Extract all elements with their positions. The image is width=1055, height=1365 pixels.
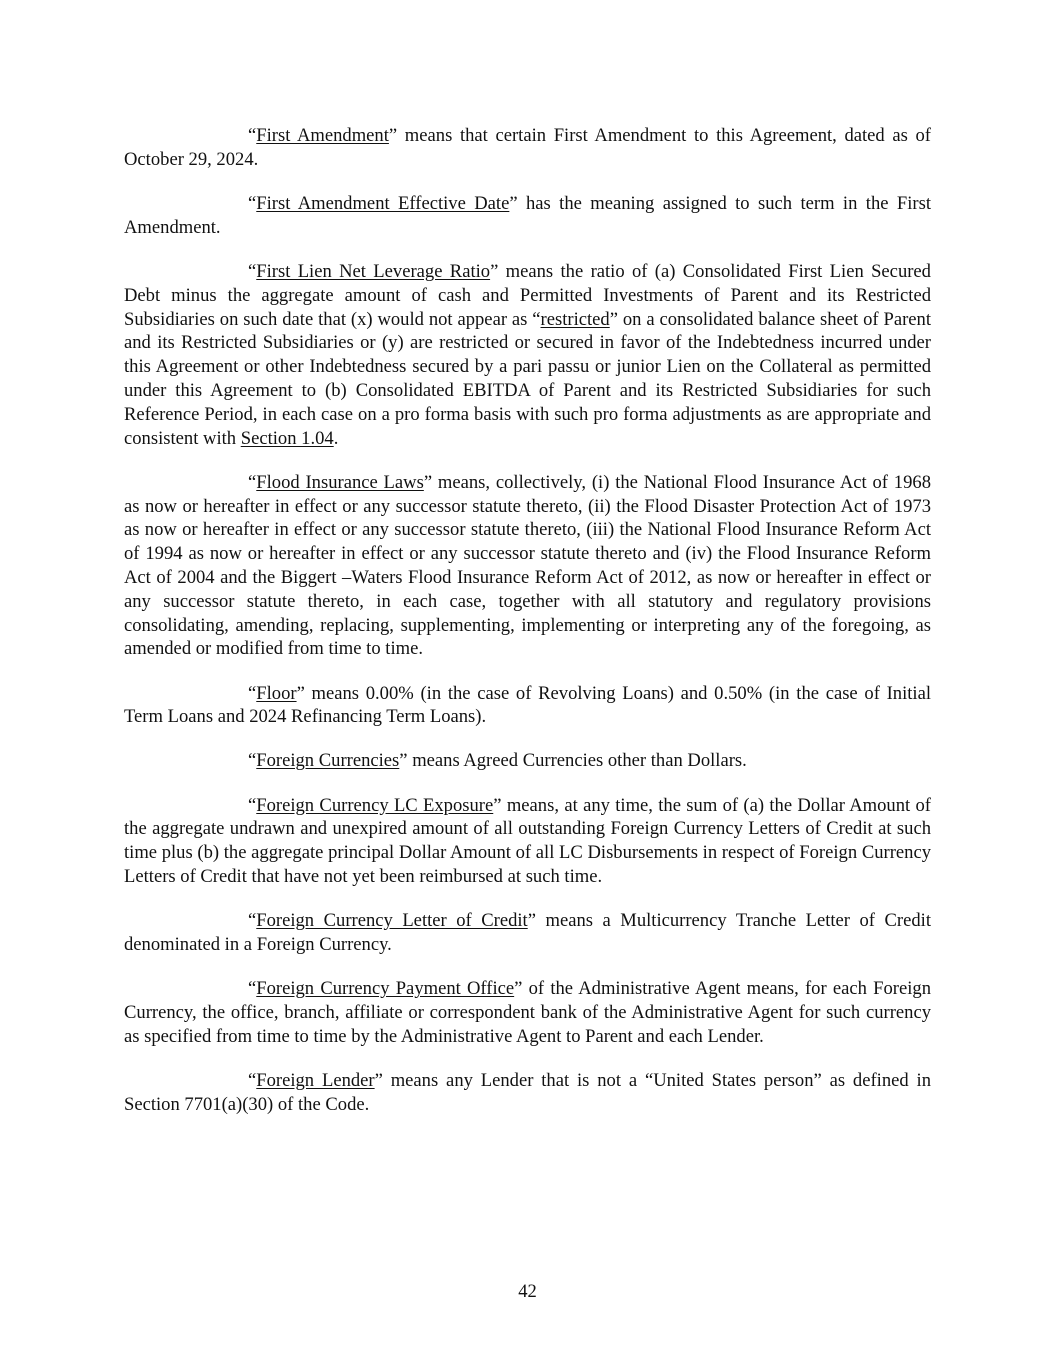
- page-number: 42: [518, 1281, 537, 1302]
- definition-foreign-currencies: “Foreign Currencies” means Agreed Currencies other than Dollars.: [248, 750, 747, 772]
- definition-text: ” means 0.00% (in the case of Revolving Loans) and 0.50% (in the case of Initial Term Loans and 2024 Refinancing Term Loans).: [124, 682, 931, 728]
- definition-foreign-lender: “Foreign Lender” means any Lender that is not a “United States person” as defined in Section 7701(a)(30) of the Code.: [124, 1070, 931, 1115]
- definition-foreign-currency-lc-exposure: “Foreign Currency LC Exposure” means, at any time, the sum of (a) the Dollar Amount of the aggregate undrawn and unexpired amount of all outstanding Foreign Currency Letters of Credit at such time plus (b) the aggregate principal Dollar Amount of all LC Disbursements in respect of Foreign Currency Letters of Credit that have not yet been reimbursed at such time.: [124, 794, 931, 888]
- definition-text: .: [333, 427, 339, 449]
- defined-term: Flood Insurance Laws: [256, 471, 424, 493]
- defined-term: Foreign Currency Payment Office: [256, 978, 515, 1000]
- definition-text: ” means, at any time, the sum of (a) the Dollar Amount of the aggregate undrawn and unexpired amount of all outstanding Foreign Currency Letters of Credit at such time plus (b) the aggregate principal Dollar Amount of all LC Disbursements in respect of Foreign Currency Letters of Credit that have not yet been reimbursed at such time.: [124, 794, 931, 888]
- defined-term: First Lien Net Leverage Ratio: [256, 260, 491, 282]
- defined-term: Foreign Lender: [256, 1070, 375, 1092]
- inline-term: restricted: [540, 308, 610, 330]
- definition-first-lien-net-leverage-ratio: “First Lien Net Leverage Ratio” means the ratio of (a) Consolidated First Lien Secured Debt minus the aggregate amount of cash and Permitted Investments of Parent and its Restricted Subsidiaries on such date that (x) would not appear as “restricted” on a consolidated balance sheet of Parent and its Restricted Subsidiaries or (y) are restricted or secured in favor of the Indebtedness incurred under this Agreement or other Indebtedness secured by a pari passu or junior Lien on the Collateral as permitted under this Agreement to (b) Consolidated EBITDA of Parent and its Restricted Subsidiaries for such Reference Period, in each case on a pro forma basis with such pro forma adjustments as are appropriate and consistent with Section 1.04.: [124, 260, 931, 449]
- defined-term: Floor: [256, 682, 297, 704]
- definition-flood-insurance-laws: “Flood Insurance Laws” means, collectively, (i) the National Flood Insurance Act of 1968 as now or hereafter in effect or any successor statute thereto, (ii) the Flood Disaster Protection Act of 1973 as now or hereafter in effect or any successor statute thereto, (iii) the National Flood Insurance Reform Act of 1994 as now or hereafter in effect or any successor statute thereto and (iv) the Flood Insurance Reform Act of 2004 and the Biggert –Waters Flood Insurance Reform Act of 2012, as now or hereafter in effect or any successor statute thereto, in each case, together with all statutory and regulatory provisions consolidating, amending, replacing, supplementing, implementing or interpreting any of the foregoing, as amended or modified from time to time.: [124, 471, 931, 660]
- defined-term: First Amendment: [256, 125, 389, 146]
- definition-first-amendment: “First Amendment” means that certain First Amendment to this Agreement, dated as of October 29, 2024.: [124, 125, 931, 170]
- definition-text: ” has the meaning assigned to such term in the First Amendment.: [124, 192, 932, 238]
- definition-text: ” means that certain First Amendment to this Agreement, dated as of October 29, 2024.: [124, 125, 931, 170]
- defined-term: First Amendment Effective Date: [256, 192, 510, 214]
- definition-text: ” means the ratio of (a) Consolidated First Lien Secured Debt minus the aggregate amount of cash and Permitted Investments of Parent and its Restricted Subsidiaries on such date that (x) would not appear as “: [124, 260, 931, 330]
- defined-term: Foreign Currencies: [256, 750, 400, 772]
- definition-foreign-currency-letter-of-credit: “Foreign Currency Letter of Credit” means a Multicurrency Tranche Letter of Credit denominated in a Foreign Currency.: [124, 910, 931, 956]
- definition-text: ” means Agreed Currencies other than Dollars.: [399, 750, 747, 772]
- definition-text: ” of the Administrative Agent means, for each Foreign Currency, the office, branch, affiliate or correspondent bank of the Administrative Agent for such currency as specified from time to time by the Administrative Agent to Parent and each Lender.: [124, 978, 931, 1047]
- definition-first-amendment-effective-date: “First Amendment Effective Date” has the meaning assigned to such term in the First Amendment.: [124, 192, 932, 238]
- defined-term: Foreign Currency Letter of Credit: [256, 910, 528, 932]
- definition-text: ” on a consolidated balance sheet of Parent and its Restricted Subsidiaries or (y) are restricted or secured in favor of the Indebtedness incurred under this Agreement or other Indebtedness secured by a pari passu or junior Lien on the Collateral as permitted under this Agreement to (b) Consolidated EBITDA of Parent and its Restricted Subsidiaries for such Reference Period, in each case on a pro forma basis with such pro forma adjustments as are appropriate and consistent with: [124, 308, 931, 449]
- definition-text: ” means a Multicurrency Tranche Letter of Credit denominated in a Foreign Currency.: [124, 910, 931, 956]
- definition-floor: “Floor” means 0.00% (in the case of Revolving Loans) and 0.50% (in the case of Initial Term Loans and 2024 Refinancing Term Loans).: [124, 682, 931, 728]
- document-page: [124, 124, 931, 1137]
- definition-text: ” means, collectively, (i) the National Flood Insurance Act of 1968 as now or hereafter in effect or any successor statute thereto, (ii) the Flood Disaster Protection Act of 1973 as now or hereafter in effect or any successor statute thereto, (iii) the National Flood Insurance Reform Act of 1994 as now or hereafter in effect or any successor statute thereto and (iv) the Flood Insurance Reform Act of 2004 and the Biggert –Waters Flood Insurance Reform Act of 2012, as now or hereafter in effect or any successor statute thereto, in each case, together with all statutory and regulatory provisions consolidating, amending, replacing, supplementing, implementing or interpreting any of the foregoing, as amended or modified from time to time.: [124, 471, 931, 660]
- definition-foreign-currency-payment-office: “Foreign Currency Payment Office” of the Administrative Agent means, for each Foreign Currency, the office, branch, affiliate or correspondent bank of the Administrative Agent for such currency as specified from time to time by the Administrative Agent to Parent and each Lender.: [124, 978, 931, 1047]
- section-reference: Section 1.04: [240, 427, 334, 449]
- definition-text: ” means any Lender that is not a “United States person” as defined in Section 7701(a)(30) of the Code.: [124, 1070, 931, 1115]
- defined-term: Foreign Currency LC Exposure: [256, 794, 494, 816]
